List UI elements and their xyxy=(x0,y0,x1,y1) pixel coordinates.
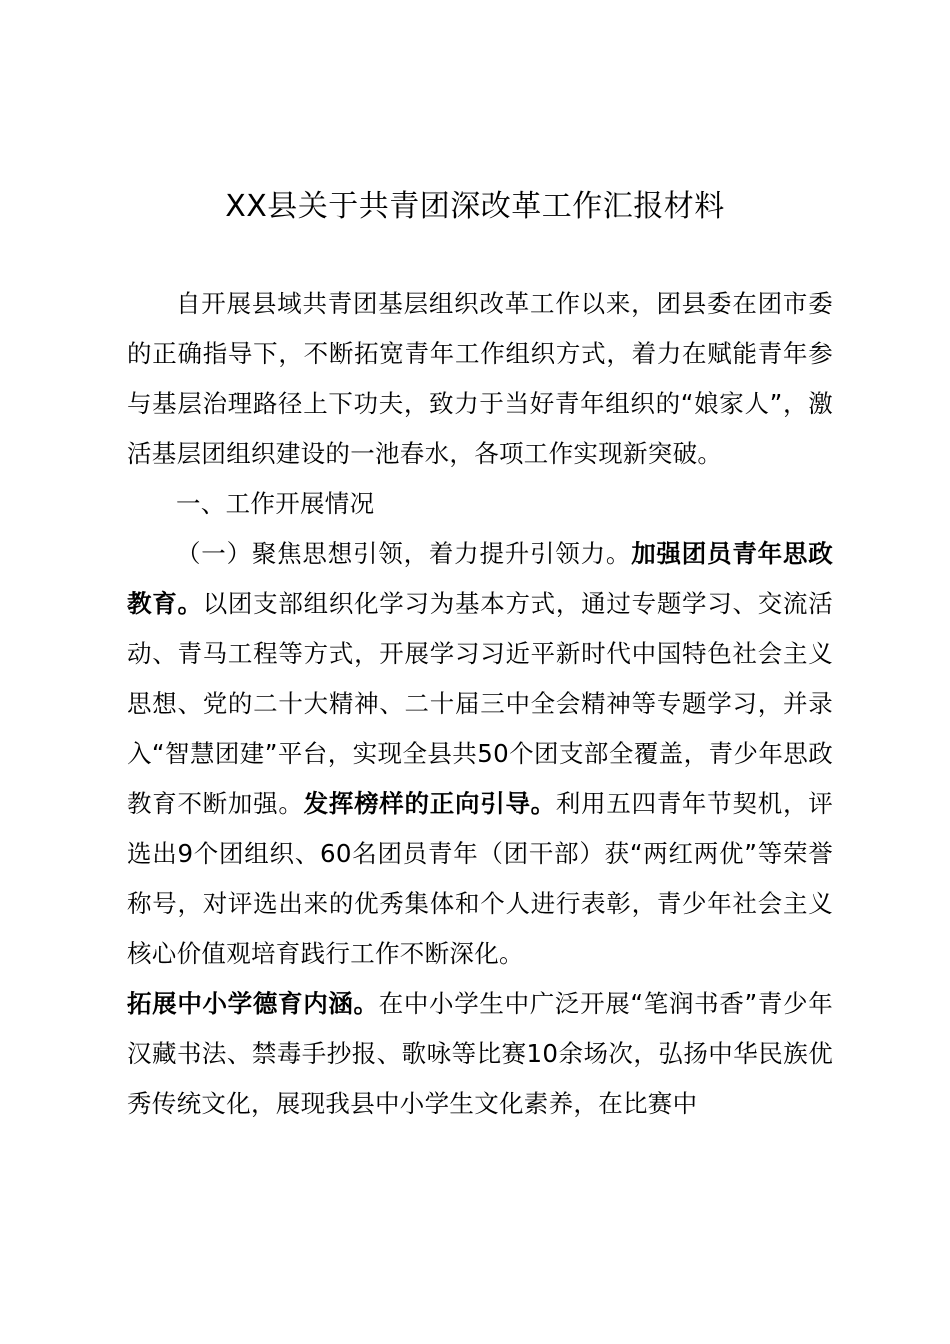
bold-heading-3: 拓展中小学德育内涵。 xyxy=(127,989,379,1018)
intro-paragraph: 自开展县域共青团基层组织改革工作以来，团县委在团市委的正确指导下，不断拓宽青年工作组织方式，着力在赋能青年参与基层治理路径上下功夫，致力于当好青年组织的“娘家人”，激活基层团组织建设的一池春水，各项工作实现新突破。 xyxy=(127,289,833,468)
paragraph-text-1: 以团支部组织化学习为基本方式，通过专题学习、交流活动、青马工程等方式，开展学习习近平新时代中国特色社会主义思想、党的二十大精神、二十届三中全会精神等专题学习，并录入“智慧团建”平台，实现全县共50个团支部全覆盖，青少年思政教育不断加强。 xyxy=(127,589,834,818)
bold-heading-2: 发挥榜样的正向引导。 xyxy=(303,789,556,818)
paragraph-text-3: 在中小学生中广泛开展“笔润书香”青少年汉藏书法、禁毒手抄报、歌咏等比赛10余场次，弘扬中华民族优秀传统文化，展现我县中小学生文化素养，在比赛中 xyxy=(127,989,833,1118)
section-paragraph xyxy=(127,529,833,1129)
paragraph-text-2: 利用五四青年节契机，评选出9个团组织、60名团员青年（团干部）获“两红两优”等荣誉称号，对评选出来的优秀集体和个人进行表彰，青少年社会主义核心价值观培育践行工作不断深化。 xyxy=(127,789,833,968)
section-heading: 一、工作开展情况 xyxy=(176,489,375,518)
subsection-lead: （一）聚焦思想引领，着力提升引领力。 xyxy=(176,539,632,568)
document-title: XX县关于共青团深改革工作汇报材料 xyxy=(225,189,725,224)
bold-heading-1: 加强团员青年思政教育。 xyxy=(127,539,833,618)
document-body xyxy=(127,279,833,1129)
